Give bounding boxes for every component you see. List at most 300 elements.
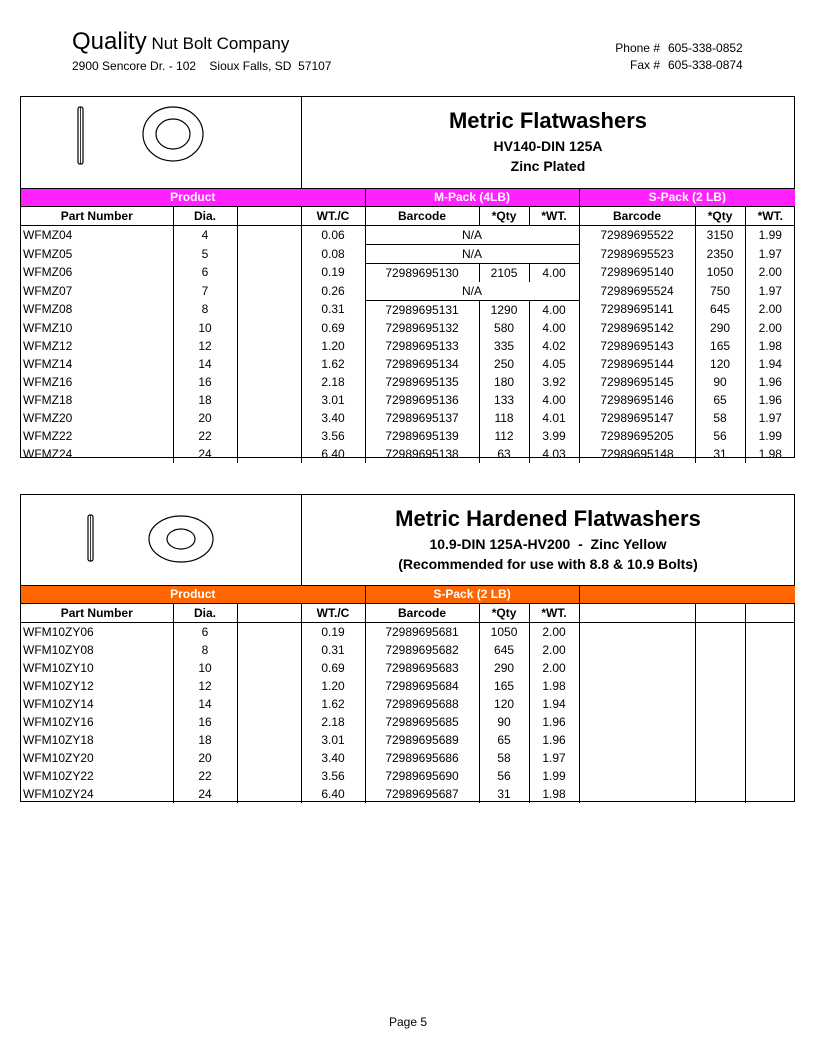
s-pack-weight-cell: 1.96 <box>529 731 579 749</box>
s-pack-weight-cell: 2.00 <box>745 264 795 283</box>
empty-cell <box>695 731 745 749</box>
table-row <box>21 749 795 767</box>
diameter-cell: 12 <box>173 337 237 355</box>
s-pack-barcode-cell: 72989695686 <box>365 749 479 767</box>
table-row <box>21 623 795 642</box>
empty-cell <box>695 623 745 642</box>
s-pack-barcode-cell: 72989695689 <box>365 731 479 749</box>
column-header: *WT. <box>745 207 795 226</box>
group-band <box>21 586 795 604</box>
s-pack-qty-cell: 290 <box>695 319 745 337</box>
section-subtitle-recommendation: (Recommended for use with 8.8 & 10.9 Bolts) <box>398 556 698 572</box>
empty-cell <box>237 713 301 731</box>
section-subtitle: HV140-DIN 125A <box>493 138 603 154</box>
company-name <box>72 28 289 56</box>
m-pack-barcode-cell: 72989695130 <box>365 264 479 283</box>
part-number-cell: WFM10ZY10 <box>23 660 94 675</box>
empty-cell <box>237 767 301 785</box>
s-pack-qty-cell: 290 <box>479 659 529 677</box>
m-pack-barcode-cell: 72989695135 <box>365 373 479 391</box>
diameter-cell: 4 <box>173 226 237 245</box>
m-pack-barcode-cell: 72989695134 <box>365 355 479 373</box>
column-header: Dia. <box>173 604 237 623</box>
diameter-cell: 22 <box>173 767 237 785</box>
band-s-pack: S-Pack (2 LB) <box>579 189 795 207</box>
s-pack-qty-cell: 120 <box>695 355 745 373</box>
empty-cell <box>695 695 745 713</box>
empty-cell <box>237 301 301 320</box>
part-number-cell: WFM10ZY12 <box>23 678 94 693</box>
m-pack-qty-cell: 118 <box>479 409 529 427</box>
empty-cell <box>237 427 301 445</box>
s-pack-barcode-cell: 72989695148 <box>579 445 695 463</box>
section-title-block <box>302 97 794 188</box>
s-pack-barcode-cell: 72989695145 <box>579 373 695 391</box>
diameter-cell: 24 <box>173 445 237 463</box>
diameter-cell: 16 <box>173 713 237 731</box>
part-number-cell: WFM10ZY24 <box>23 786 94 801</box>
part-number-cell: WFM10ZY08 <box>23 642 94 657</box>
empty-cell <box>237 319 301 337</box>
column-header: WT./C <box>301 604 365 623</box>
empty-cell <box>579 659 695 677</box>
s-pack-weight-cell: 1.99 <box>529 767 579 785</box>
column-headers <box>21 604 795 623</box>
empty-cell <box>695 749 745 767</box>
m-pack-weight-cell: 4.02 <box>529 337 579 355</box>
table-row <box>21 427 795 445</box>
s-pack-weight-cell: 1.99 <box>745 226 795 245</box>
s-pack-qty-cell: 645 <box>479 641 529 659</box>
s-pack-barcode-cell: 72989695144 <box>579 355 695 373</box>
washer-illustration <box>21 97 302 188</box>
band-product: Product <box>21 189 365 207</box>
diameter-cell: 18 <box>173 731 237 749</box>
part-number-cell: WFMZ10 <box>23 320 73 335</box>
part-number-cell: WFMZ05 <box>23 246 73 261</box>
m-pack-qty-cell: 63 <box>479 445 529 463</box>
m-pack-qty-cell: 2105 <box>479 264 529 283</box>
s-pack-barcode-cell: 72989695682 <box>365 641 479 659</box>
weight-per-c-cell: 0.06 <box>301 226 365 245</box>
column-header: Part Number <box>21 207 173 226</box>
m-pack-not-available-cell: N/A <box>365 245 579 264</box>
diameter-cell: 20 <box>173 749 237 767</box>
diameter-cell: 10 <box>173 659 237 677</box>
s-pack-barcode-cell: 72989695141 <box>579 301 695 320</box>
part-number-cell: WFM10ZY18 <box>23 732 94 747</box>
s-pack-weight-cell: 1.94 <box>529 695 579 713</box>
empty-cell <box>579 785 695 803</box>
weight-per-c-cell: 3.01 <box>301 731 365 749</box>
contact-block <box>598 40 743 74</box>
s-pack-barcode-cell: 72989695522 <box>579 226 695 245</box>
table-row <box>21 713 795 731</box>
s-pack-qty-cell: 750 <box>695 282 745 301</box>
s-pack-weight-cell: 2.00 <box>745 319 795 337</box>
s-pack-weight-cell: 1.98 <box>745 445 795 463</box>
diameter-cell: 7 <box>173 282 237 301</box>
part-number-cell: WFM10ZY22 <box>23 768 94 783</box>
part-number-cell: WFM10ZY16 <box>23 714 94 729</box>
s-pack-weight-cell: 1.99 <box>745 427 795 445</box>
s-pack-barcode-cell: 72989695205 <box>579 427 695 445</box>
empty-cell <box>579 623 695 642</box>
empty-cell <box>695 677 745 695</box>
metric-hardened-flatwashers-section <box>20 494 795 802</box>
washer-icon <box>21 97 301 187</box>
table-row <box>21 337 795 355</box>
column-header <box>237 207 301 226</box>
empty-cell <box>579 713 695 731</box>
s-pack-qty-cell: 165 <box>695 337 745 355</box>
part-number-cell: WFM10ZY14 <box>23 696 94 711</box>
s-pack-weight-cell: 1.96 <box>529 713 579 731</box>
column-header: WT./C <box>301 207 365 226</box>
m-pack-weight-cell: 4.00 <box>529 391 579 409</box>
m-pack-qty-cell: 1290 <box>479 301 529 320</box>
band-empty <box>579 586 795 604</box>
m-pack-barcode-cell: 72989695132 <box>365 319 479 337</box>
part-number-cell: WFMZ14 <box>23 356 73 371</box>
empty-cell <box>695 713 745 731</box>
weight-per-c-cell: 0.26 <box>301 282 365 301</box>
s-pack-qty-cell: 165 <box>479 677 529 695</box>
column-header: *Qty <box>695 207 745 226</box>
diameter-cell: 14 <box>173 355 237 373</box>
part-number-cell: WFMZ07 <box>23 283 73 298</box>
s-pack-barcode-cell: 72989695684 <box>365 677 479 695</box>
diameter-cell: 5 <box>173 245 237 264</box>
m-pack-barcode-cell: 72989695136 <box>365 391 479 409</box>
m-pack-weight-cell: 4.05 <box>529 355 579 373</box>
empty-cell <box>237 785 301 803</box>
group-band <box>21 189 795 207</box>
empty-cell <box>237 409 301 427</box>
weight-per-c-cell: 3.40 <box>301 409 365 427</box>
weight-per-c-cell: 0.69 <box>301 659 365 677</box>
s-pack-barcode-cell: 72989695142 <box>579 319 695 337</box>
s-pack-qty-cell: 65 <box>695 391 745 409</box>
empty-cell <box>237 226 301 245</box>
s-pack-qty-cell: 56 <box>479 767 529 785</box>
diameter-cell: 20 <box>173 409 237 427</box>
s-pack-barcode-cell: 72989695146 <box>579 391 695 409</box>
s-pack-barcode-cell: 72989695683 <box>365 659 479 677</box>
s-pack-barcode-cell: 72989695687 <box>365 785 479 803</box>
table-row <box>21 373 795 391</box>
empty-cell <box>237 391 301 409</box>
empty-cell <box>237 695 301 713</box>
weight-per-c-cell: 6.40 <box>301 445 365 463</box>
s-pack-barcode-cell: 72989695690 <box>365 767 479 785</box>
band-m-pack: M-Pack (4LB) <box>365 189 579 207</box>
weight-per-c-cell: 0.08 <box>301 245 365 264</box>
m-pack-qty-cell: 133 <box>479 391 529 409</box>
s-pack-weight-cell: 2.00 <box>529 641 579 659</box>
s-pack-weight-cell: 2.00 <box>529 659 579 677</box>
m-pack-qty-cell: 335 <box>479 337 529 355</box>
empty-cell <box>745 641 795 659</box>
empty-cell <box>237 337 301 355</box>
part-number-cell: WFMZ12 <box>23 338 73 353</box>
s-pack-weight-cell: 1.97 <box>745 409 795 427</box>
empty-cell <box>237 264 301 283</box>
company-address: 2900 Sencore Dr. - 102 Sioux Falls, SD 57107 <box>72 59 332 73</box>
part-number-cell: WFMZ20 <box>23 410 73 425</box>
part-number-cell: WFMZ18 <box>23 392 73 407</box>
table-row <box>21 731 795 749</box>
m-pack-weight-cell: 3.92 <box>529 373 579 391</box>
s-pack-barcode-cell: 72989695143 <box>579 337 695 355</box>
m-pack-weight-cell: 4.03 <box>529 445 579 463</box>
column-header: *WT. <box>529 604 579 623</box>
s-pack-qty-cell: 65 <box>479 731 529 749</box>
washer-illustration <box>21 495 302 585</box>
m-pack-not-available-cell: N/A <box>365 282 579 301</box>
column-header: *Qty <box>479 207 529 226</box>
column-header: *Qty <box>479 604 529 623</box>
part-number-cell: WFM10ZY06 <box>23 624 94 639</box>
s-pack-weight-cell: 1.98 <box>529 677 579 695</box>
m-pack-barcode-cell: 72989695139 <box>365 427 479 445</box>
column-header: Barcode <box>365 604 479 623</box>
s-pack-qty-cell: 120 <box>479 695 529 713</box>
diameter-cell: 10 <box>173 319 237 337</box>
weight-per-c-cell: 0.19 <box>301 264 365 283</box>
empty-cell <box>579 749 695 767</box>
table-row <box>21 659 795 677</box>
part-number-cell: WFMZ04 <box>23 227 73 242</box>
weight-per-c-cell: 0.19 <box>301 623 365 642</box>
s-pack-qty-cell: 645 <box>695 301 745 320</box>
table-row <box>21 301 795 320</box>
table-row <box>21 245 795 264</box>
weight-per-c-cell: 3.56 <box>301 427 365 445</box>
s-pack-qty-cell: 31 <box>479 785 529 803</box>
weight-per-c-cell: 1.20 <box>301 677 365 695</box>
weight-per-c-cell: 3.56 <box>301 767 365 785</box>
section-title: Metric Hardened Flatwashers <box>395 506 701 531</box>
weight-per-c-cell: 0.31 <box>301 301 365 320</box>
part-number-cell: WFMZ24 <box>23 446 73 461</box>
empty-cell <box>237 373 301 391</box>
s-pack-weight-cell: 1.97 <box>529 749 579 767</box>
diameter-cell: 6 <box>173 623 237 642</box>
s-pack-weight-cell: 2.00 <box>529 623 579 642</box>
weight-per-c-cell: 6.40 <box>301 785 365 803</box>
empty-cell <box>237 245 301 264</box>
s-pack-qty-cell: 90 <box>479 713 529 731</box>
s-pack-weight-cell: 1.96 <box>745 391 795 409</box>
weight-per-c-cell: 2.18 <box>301 713 365 731</box>
part-number-cell: WFMZ22 <box>23 428 73 443</box>
empty-cell <box>695 785 745 803</box>
weight-per-c-cell: 3.40 <box>301 749 365 767</box>
s-pack-qty-cell: 90 <box>695 373 745 391</box>
m-pack-barcode-cell: 72989695138 <box>365 445 479 463</box>
column-header <box>695 604 745 623</box>
section-title-block <box>302 495 794 585</box>
empty-cell <box>745 767 795 785</box>
fax-number: 605-338-0874 <box>668 58 743 72</box>
weight-per-c-cell: 1.62 <box>301 695 365 713</box>
diameter-cell: 18 <box>173 391 237 409</box>
table-row <box>21 445 795 463</box>
s-pack-weight-cell: 1.96 <box>745 373 795 391</box>
weight-per-c-cell: 2.18 <box>301 373 365 391</box>
diameter-cell: 22 <box>173 427 237 445</box>
s-pack-qty-cell: 56 <box>695 427 745 445</box>
section-subtitle: 10.9-DIN 125A-HV200 - Zinc Yellow <box>429 536 667 552</box>
column-header <box>745 604 795 623</box>
empty-cell <box>579 641 695 659</box>
column-header <box>579 604 695 623</box>
empty-cell <box>745 695 795 713</box>
empty-cell <box>237 355 301 373</box>
table-row <box>21 767 795 785</box>
empty-cell <box>237 641 301 659</box>
diameter-cell: 24 <box>173 785 237 803</box>
m-pack-weight-cell: 4.00 <box>529 264 579 283</box>
m-pack-qty-cell: 580 <box>479 319 529 337</box>
table-row <box>21 319 795 337</box>
section-title: Metric Flatwashers <box>448 108 648 133</box>
column-header: Barcode <box>579 207 695 226</box>
s-pack-qty-cell: 2350 <box>695 245 745 264</box>
weight-per-c-cell: 1.62 <box>301 355 365 373</box>
s-pack-weight-cell: 2.00 <box>745 301 795 320</box>
diameter-cell: 12 <box>173 677 237 695</box>
phone-label: Phone # <box>615 41 660 55</box>
weight-per-c-cell: 3.01 <box>301 391 365 409</box>
diameter-cell: 8 <box>173 641 237 659</box>
empty-cell <box>745 659 795 677</box>
flatwashers-table <box>21 189 795 463</box>
company-name-quality: Quality <box>72 28 147 55</box>
part-number-cell: WFM10ZY20 <box>23 750 94 765</box>
empty-cell <box>579 695 695 713</box>
m-pack-qty-cell: 112 <box>479 427 529 445</box>
metric-flatwashers-section <box>20 96 795 461</box>
table-row <box>21 226 795 245</box>
empty-cell <box>695 641 745 659</box>
empty-cell <box>745 677 795 695</box>
s-pack-barcode-cell: 72989695523 <box>579 245 695 264</box>
diameter-cell: 16 <box>173 373 237 391</box>
s-pack-barcode-cell: 72989695140 <box>579 264 695 283</box>
table-row <box>21 677 795 695</box>
s-pack-weight-cell: 1.97 <box>745 245 795 264</box>
m-pack-weight-cell: 4.01 <box>529 409 579 427</box>
part-number-cell: WFMZ06 <box>23 265 73 280</box>
s-pack-weight-cell: 1.97 <box>745 282 795 301</box>
column-header: Dia. <box>173 207 237 226</box>
band-product: Product <box>21 586 365 604</box>
empty-cell <box>237 659 301 677</box>
empty-cell <box>579 731 695 749</box>
empty-cell <box>579 767 695 785</box>
s-pack-barcode-cell: 72989695147 <box>579 409 695 427</box>
table-row <box>21 264 795 283</box>
column-headers <box>21 207 795 226</box>
empty-cell <box>745 731 795 749</box>
empty-cell <box>745 785 795 803</box>
hardened-flatwashers-table <box>21 586 795 803</box>
diameter-cell: 6 <box>173 264 237 283</box>
empty-cell <box>695 767 745 785</box>
s-pack-weight-cell: 1.98 <box>529 785 579 803</box>
m-pack-qty-cell: 180 <box>479 373 529 391</box>
empty-cell <box>745 749 795 767</box>
s-pack-qty-cell: 1050 <box>479 623 529 642</box>
weight-per-c-cell: 1.20 <box>301 337 365 355</box>
band-s-pack: S-Pack (2 LB) <box>365 586 579 604</box>
empty-cell <box>237 623 301 642</box>
m-pack-weight-cell: 4.00 <box>529 319 579 337</box>
m-pack-barcode-cell: 72989695137 <box>365 409 479 427</box>
column-header: Part Number <box>21 604 173 623</box>
m-pack-qty-cell: 250 <box>479 355 529 373</box>
empty-cell <box>695 659 745 677</box>
m-pack-not-available-cell: N/A <box>365 226 579 245</box>
s-pack-qty-cell: 58 <box>479 749 529 767</box>
company-name-rest: Nut Bolt Company <box>151 34 290 53</box>
m-pack-barcode-cell: 72989695131 <box>365 301 479 320</box>
s-pack-qty-cell: 3150 <box>695 226 745 245</box>
m-pack-weight-cell: 3.99 <box>529 427 579 445</box>
page-number: Page 5 <box>388 1015 428 1029</box>
empty-cell <box>237 731 301 749</box>
part-number-cell: WFMZ16 <box>23 374 73 389</box>
fax-label: Fax # <box>629 58 660 72</box>
column-header: Barcode <box>365 207 479 226</box>
section-header <box>21 495 794 586</box>
table-row <box>21 282 795 301</box>
s-pack-weight-cell: 1.98 <box>745 337 795 355</box>
table-row <box>21 355 795 373</box>
empty-cell <box>745 713 795 731</box>
part-number-cell: WFMZ08 <box>23 302 73 317</box>
empty-cell <box>745 623 795 642</box>
s-pack-barcode-cell: 72989695681 <box>365 623 479 642</box>
column-header: *WT. <box>529 207 579 226</box>
table-row <box>21 641 795 659</box>
empty-cell <box>237 445 301 463</box>
table-row <box>21 785 795 803</box>
washer-icon <box>21 495 301 585</box>
empty-cell <box>579 677 695 695</box>
section-subtitle-finish: Zinc Plated <box>510 158 586 174</box>
diameter-cell: 8 <box>173 301 237 320</box>
s-pack-barcode-cell: 72989695688 <box>365 695 479 713</box>
empty-cell <box>237 677 301 695</box>
section-header <box>21 97 794 189</box>
empty-cell <box>237 282 301 301</box>
column-header <box>237 604 301 623</box>
phone-number: 605-338-0852 <box>668 41 743 55</box>
s-pack-barcode-cell: 72989695685 <box>365 713 479 731</box>
diameter-cell: 14 <box>173 695 237 713</box>
empty-cell <box>237 749 301 767</box>
table-row <box>21 409 795 427</box>
s-pack-qty-cell: 31 <box>695 445 745 463</box>
table-row <box>21 391 795 409</box>
table-row <box>21 695 795 713</box>
weight-per-c-cell: 0.69 <box>301 319 365 337</box>
m-pack-barcode-cell: 72989695133 <box>365 337 479 355</box>
m-pack-weight-cell: 4.00 <box>529 301 579 320</box>
